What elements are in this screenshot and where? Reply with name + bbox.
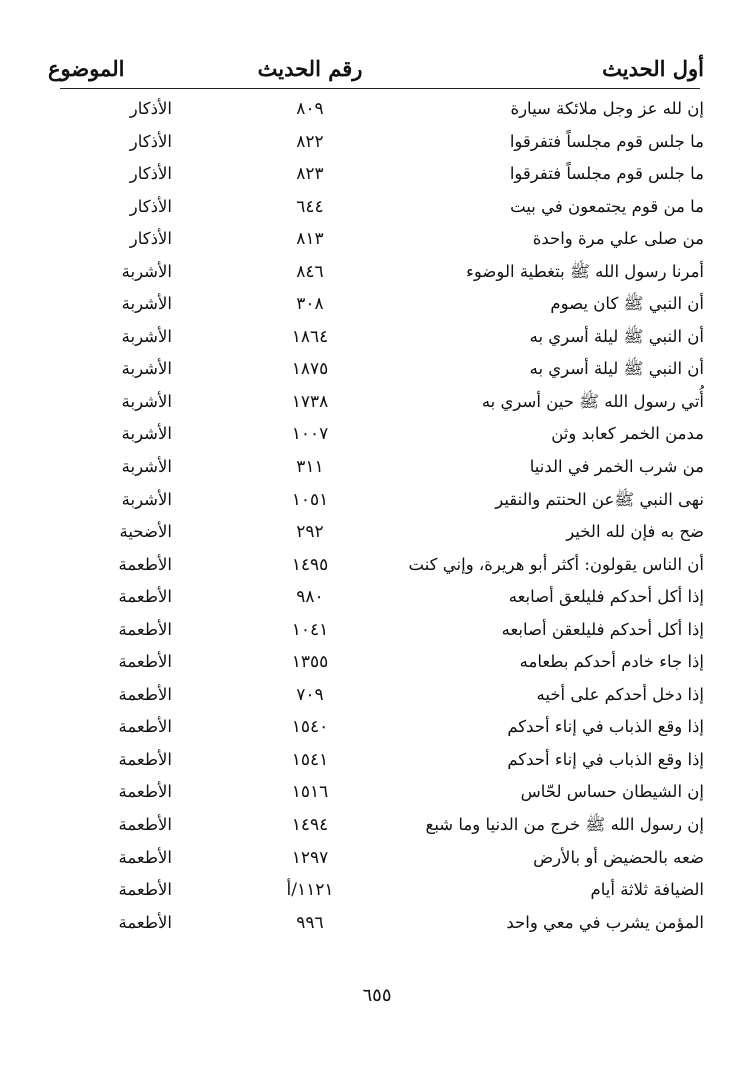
table-row	[0, 907, 754, 940]
topic-cell: الأطعمة	[118, 912, 172, 932]
topic-cell: الأطعمة	[118, 619, 172, 639]
topic-cell: الأذكار	[129, 99, 172, 118]
hadith-number-cell: ٢٩٢	[296, 522, 324, 543]
table-row	[0, 549, 754, 582]
first-hadith-cell: ضعه بالحضيض أو بالأرض	[533, 847, 704, 867]
table-row	[0, 679, 754, 712]
first-hadith-cell: ما جلس قوم مجلساً فتفرقوا	[509, 131, 704, 151]
topic-cell: الأشربة	[121, 391, 172, 411]
first-hadith-cell: ما من قوم يجتمعون في بيت	[510, 196, 704, 216]
first-hadith-cell: إن لله عز وجل ملائكة سيارة	[510, 99, 704, 118]
hadith-number-cell: ١٢٩٧	[291, 847, 329, 868]
hadith-number-cell: ١٠٠٧	[291, 424, 329, 445]
first-hadith-cell: نهى النبي ﷺعن الحنتم والنقير	[495, 489, 704, 509]
first-hadith-cell: من صلى علي مرة واحدة	[532, 229, 704, 249]
table-row	[0, 516, 754, 549]
first-hadith-cell: أن النبي ﷺ كان يصوم	[550, 294, 704, 314]
table-row	[0, 386, 754, 419]
hadith-number-cell: ٨٢٣	[296, 164, 324, 185]
hadith-number-cell: ١٥١٦	[291, 782, 329, 803]
hadith-number-cell: ١٥٤٠	[291, 717, 329, 738]
hadith-number-cell: ١٠٤١	[291, 619, 329, 640]
table-row	[0, 353, 754, 386]
topic-cell: الأشربة	[121, 359, 172, 379]
table-row	[0, 93, 754, 126]
topic-cell: الأطعمة	[118, 587, 172, 607]
topic-cell: الأطعمة	[118, 554, 172, 574]
hadith-number-cell: ٧٠٩	[296, 684, 324, 705]
table-row	[0, 842, 754, 875]
topic-cell: الأطعمة	[118, 782, 172, 802]
index-table-body	[0, 93, 754, 939]
table-row	[0, 418, 754, 451]
hadith-number-cell: ٨١٣	[296, 229, 324, 250]
hadith-number-cell: ٨٠٩	[296, 99, 324, 119]
first-hadith-cell: إذا جاء خادم أحدكم بطعامه	[519, 652, 704, 672]
first-hadith-cell: ضح به فإن لله الخير	[566, 522, 704, 542]
page-number: ٦٥٥	[362, 985, 392, 1006]
topic-cell: الأشربة	[121, 489, 172, 509]
hadith-number-cell: ١٤٩٥	[291, 554, 329, 575]
hadith-number-cell: ٣٠٨	[296, 294, 324, 315]
table-row	[0, 744, 754, 777]
table-row	[0, 256, 754, 289]
header-divider	[60, 88, 700, 89]
first-hadith-cell: مدمن الخمر كعابد وثن	[551, 424, 704, 444]
first-hadith-cell: أمرنا رسول الله ﷺ بتغطية الوضوء	[466, 261, 704, 281]
topic-cell: الأشربة	[121, 457, 172, 477]
first-hadith-cell: إن رسول الله ﷺ خرج من الدنيا وما شبع	[425, 815, 704, 835]
hadith-number-cell: ١٨٦٤	[291, 326, 329, 347]
hadith-number-cell: ١٠٥١	[291, 489, 329, 510]
hadith-number-cell: ٩٨٠	[296, 587, 324, 608]
hadith-number-cell: ١٧٣٨	[291, 391, 329, 412]
hadith-number-cell: ١٨٧٥	[291, 359, 329, 380]
table-row	[0, 126, 754, 159]
topic-cell: الأشربة	[121, 424, 172, 444]
topic-cell: الأضحية	[119, 522, 172, 542]
column-header-topic: الموضوع	[48, 56, 125, 81]
topic-cell: الأطعمة	[118, 717, 172, 737]
table-row	[0, 321, 754, 354]
table-row	[0, 874, 754, 907]
hadith-number-cell: ١٤٩٤	[291, 815, 329, 836]
hadith-number-cell: ١٣٥٥	[291, 652, 329, 673]
topic-cell: الأشربة	[121, 326, 172, 346]
hadith-number-cell: ١١٢١/أ	[286, 880, 334, 901]
hadith-number-cell: ٣١١	[296, 457, 324, 478]
first-hadith-cell: إذا أكل أحدكم فليلعق أصابعه	[508, 587, 704, 607]
topic-cell: الأذكار	[129, 131, 172, 151]
table-row	[0, 158, 754, 191]
first-hadith-cell: ما جلس قوم مجلساً فتفرقوا	[509, 164, 704, 184]
table-row	[0, 776, 754, 809]
first-hadith-cell: إذا وقع الذباب في إناء أحدكم	[507, 717, 704, 737]
first-hadith-cell: إذا دخل أحدكم على أخيه	[536, 684, 704, 704]
first-hadith-cell: إذا وقع الذباب في إناء أحدكم	[507, 749, 704, 769]
topic-cell: الأطعمة	[118, 749, 172, 769]
first-hadith-cell: أن النبي ﷺ ليلة أسري به	[529, 326, 704, 346]
first-hadith-cell: إن الشيطان حساس لحّاس	[520, 782, 704, 802]
first-hadith-cell: إذا أكل أحدكم فليلعقن أصابعه	[501, 619, 704, 639]
topic-cell: الأطعمة	[118, 880, 172, 900]
hadith-number-cell: ٦٤٤	[296, 196, 324, 217]
hadith-number-cell: ٩٩٦	[296, 912, 324, 933]
topic-cell: الأشربة	[121, 261, 172, 281]
first-hadith-cell: من شرب الخمر في الدنيا	[529, 457, 704, 477]
topic-cell: الأشربة	[121, 294, 172, 314]
table-row	[0, 223, 754, 256]
topic-cell: الأطعمة	[118, 815, 172, 835]
first-hadith-cell: أُتي رسول الله ﷺ حين أسري به	[481, 391, 704, 411]
first-hadith-cell: الضيافة ثلاثة أيام	[590, 880, 704, 900]
column-header-hadith-number: رقم الحديث	[257, 56, 363, 81]
topic-cell: الأذكار	[129, 164, 172, 184]
table-row	[0, 484, 754, 517]
table-row	[0, 646, 754, 679]
hadith-number-cell: ٨٢٢	[296, 131, 324, 152]
table-row	[0, 288, 754, 321]
column-header-first-hadith: أول الحديث	[602, 56, 704, 81]
topic-cell: الأطعمة	[118, 684, 172, 704]
topic-cell: الأطعمة	[118, 652, 172, 672]
first-hadith-cell: أن الناس يقولون: أكثر أبو هريرة، وإني كنت	[408, 554, 704, 574]
table-row	[0, 614, 754, 647]
topic-cell: الأذكار	[129, 229, 172, 249]
hadith-number-cell: ١٥٤١	[291, 749, 329, 770]
first-hadith-cell: المؤمن يشرب في معي واحد	[506, 912, 704, 932]
hadith-number-cell: ٨٤٦	[296, 261, 324, 282]
topic-cell: الأطعمة	[118, 847, 172, 867]
first-hadith-cell: أن النبي ﷺ ليلة أسري به	[529, 359, 704, 379]
table-row	[0, 581, 754, 614]
table-row	[0, 711, 754, 744]
table-row	[0, 809, 754, 842]
table-row	[0, 451, 754, 484]
table-row	[0, 191, 754, 224]
topic-cell: الأذكار	[129, 196, 172, 216]
